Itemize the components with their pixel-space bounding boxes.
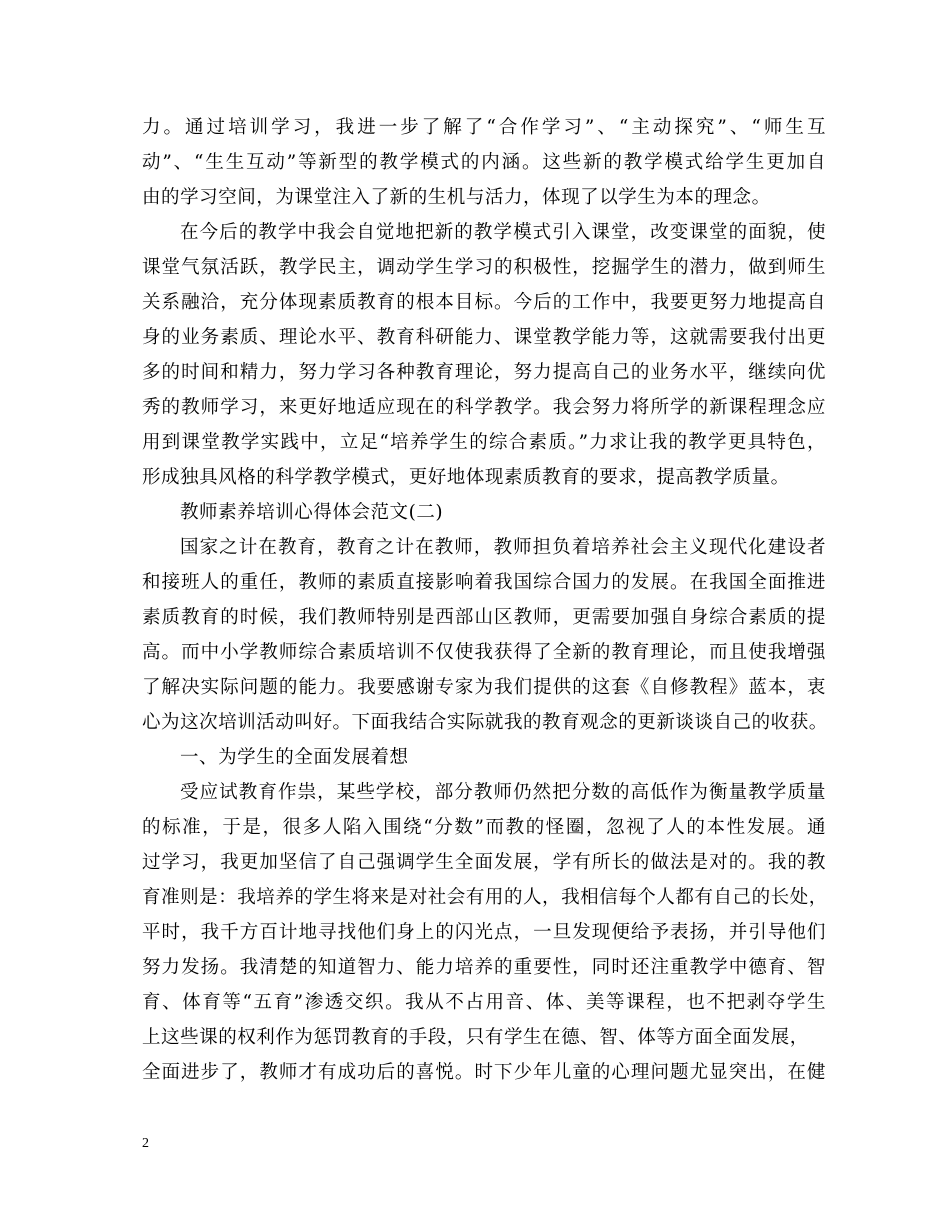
text-line: 和接班人的重任，教师的素质直接影响着我国综合国力的发展。在我国全面推进 [142, 572, 826, 593]
text-line: 努力发扬。我清楚的知道智力、能力培养的重要性，同时还注重教学中德育、智 [142, 957, 826, 978]
text-line: 国家之计在教育，教育之计在教师，教师担负着培养社会主义现代化建设者 [180, 537, 826, 558]
text-line: 用到课堂教学实践中，立足“培养学生的综合素质。”力求让我的教学更具特色， [142, 432, 826, 453]
text-line: 形成独具风格的科学教学模式，更好地体现素质教育的要求，提高教学质量。 [142, 467, 790, 488]
text-line: 由的学习空间，为课堂注入了新的生机与活力，体现了以学生为本的理念。 [142, 187, 771, 208]
text-line: 育准则是：我培养的学生将来是对社会有用的人，我相信每个人都有自己的长处， [142, 887, 828, 908]
section-heading: 教师素养培训心得体会范文(二) [180, 502, 444, 523]
text-line: 育、体育等“五育”渗透交织。我从不占用音、体、美等课程，也不把剥夺学生 [142, 992, 826, 1013]
text-line: 秀的教师学习，来更好地适应现在的科学教学。我会努力将所学的新课程理念应 [142, 397, 826, 418]
text-line: 身的业务素质、理论水平、教育科研能力、课堂教学能力等，这就需要我付出更 [142, 327, 826, 348]
text-line: 力。通过培训学习，我进一步了解了“合作学习”、“主动探究”、“师生互 [142, 117, 826, 138]
text-line: 平时，我千方百计地寻找他们身上的闪光点，一旦发现便给予表扬，并引导他们 [142, 922, 826, 943]
text-line: 在今后的教学中我会自觉地把新的教学模式引入课堂，改变课堂的面貌，使 [180, 222, 826, 243]
text-line: 的标准，于是，很多人陷入围绕“分数”而教的怪圈，忽视了人的本性发展。通 [142, 817, 826, 838]
page-number: 2 [142, 1136, 149, 1151]
text-line: 课堂气氛活跃，教学民主，调动学生学习的积极性，挖掘学生的潜力，做到师生 [142, 257, 826, 278]
text-line: 心为这次培训活动叫好。下面我结合实际就我的教育观念的更新谈谈自己的收获。 [142, 712, 828, 733]
section-heading: 一、为学生的全面发展着想 [180, 747, 409, 768]
text-line: 关系融洽，充分体现素质教育的根本目标。今后的工作中，我要更努力地提高自 [142, 292, 826, 313]
text-line: 上这些课的权利作为惩罚教育的手段，只有学生在德、智、体等方面全面发展， [142, 1027, 809, 1048]
text-line: 多的时间和精力，努力学习各种教育理论，努力提高自己的业务水平，继续向优 [142, 362, 826, 383]
text-line: 过学习，我更加坚信了自己强调学生全面发展，学有所长的做法是对的。我的教 [142, 852, 826, 873]
text-line: 了解决实际问题的能力。我要感谢专家为我们提供的这套《自修教程》蓝本，衷 [142, 677, 826, 698]
text-line: 高。而中小学教师综合素质培训不仅使我获得了全新的教育理论，而且使我增强 [142, 642, 826, 663]
text-line: 全面进步了，教师才有成功后的喜悦。时下少年儿童的心理问题尤显突出，在健 [142, 1062, 826, 1083]
text-line: 素质教育的时候，我们教师特别是西部山区教师，更需要加强自身综合素质的提 [142, 607, 826, 628]
text-line: 动”、“生生互动”等新型的教学模式的内涵。这些新的教学模式给学生更加自 [142, 152, 826, 173]
text-line: 受应试教育作祟，某些学校，部分教师仍然把分数的高低作为衡量教学质量 [180, 782, 826, 803]
